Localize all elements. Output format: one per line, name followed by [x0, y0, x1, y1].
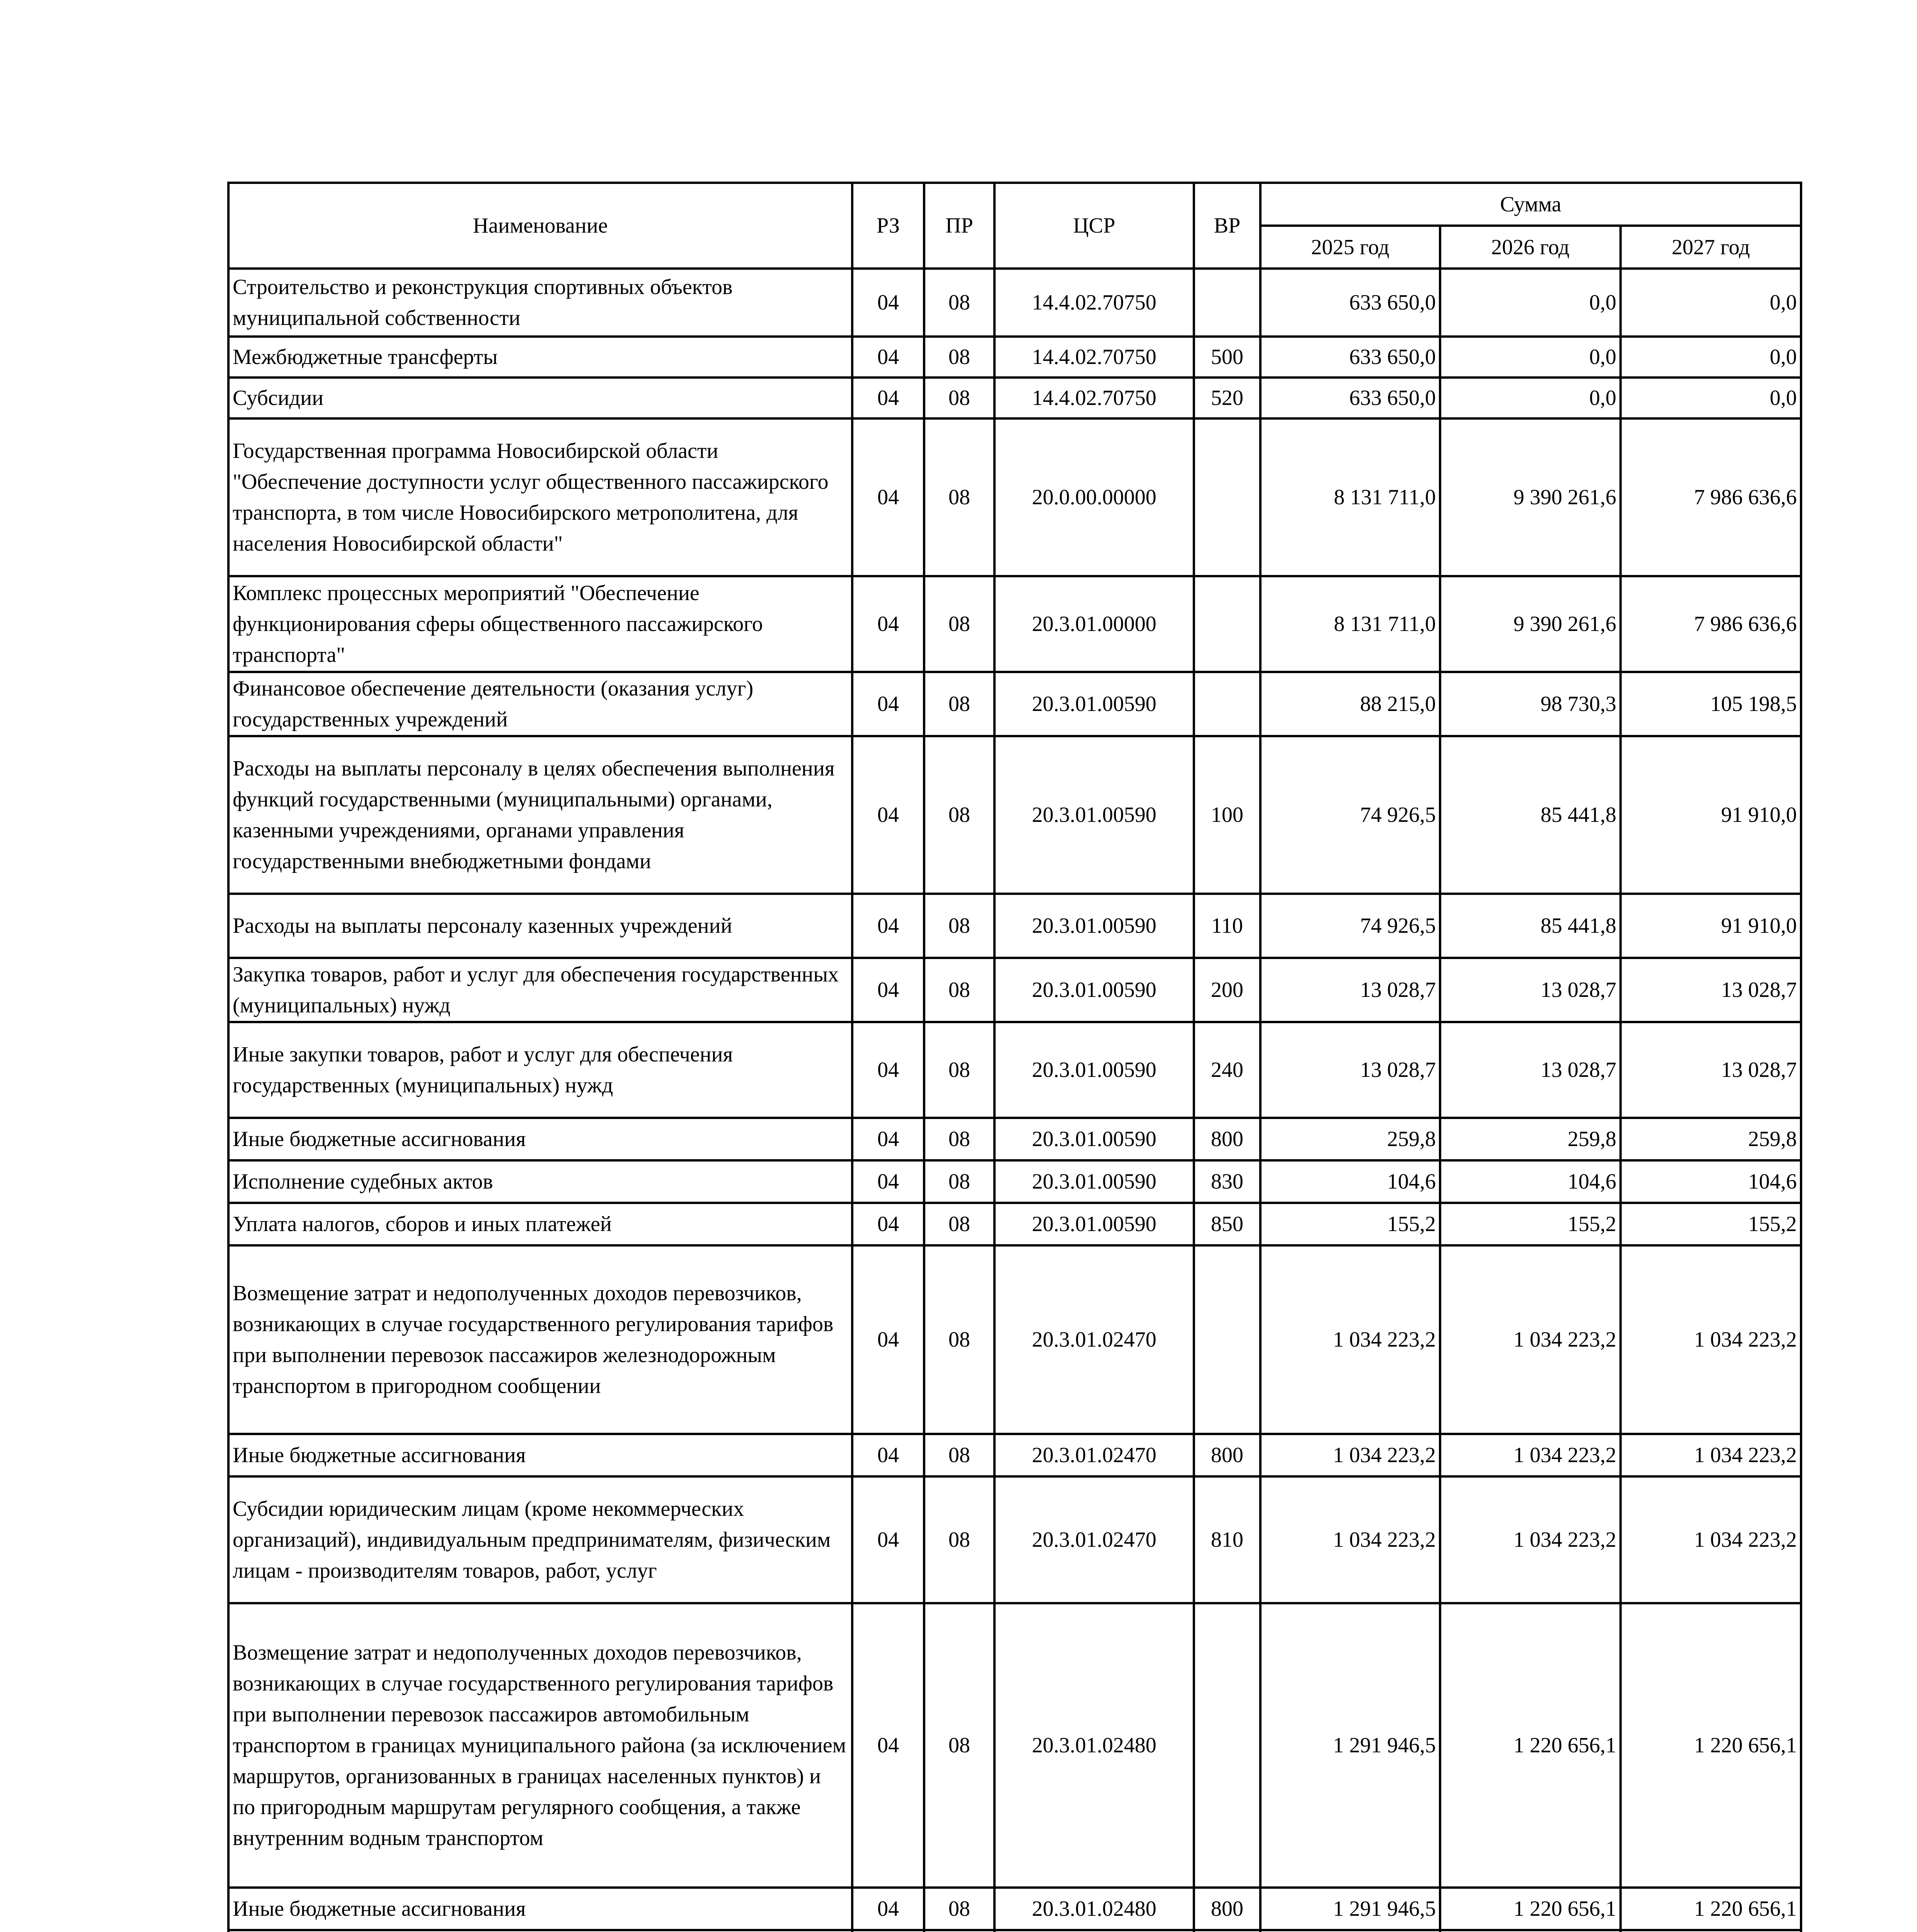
budget-table	[227, 182, 1802, 1932]
cell-sum-2026: 1 034 223,2	[1440, 1245, 1621, 1434]
cell-sum-2025: 1 291 946,5	[1260, 1603, 1440, 1888]
cell-rz: 04	[852, 672, 924, 736]
cell-name	[228, 1930, 852, 1932]
cell-name: Межбюджетные трансферты	[228, 337, 852, 378]
table-row	[228, 736, 1801, 894]
cell-sum-2027: 1 034 223,2	[1621, 1476, 1801, 1603]
cell-rz: 04	[852, 1434, 924, 1476]
cell-csr: 20.0.00.00000	[994, 418, 1194, 576]
cell-vr: 810	[1194, 1476, 1260, 1603]
table-row	[228, 958, 1801, 1022]
cell-pr: 08	[924, 269, 994, 337]
table-row	[228, 1930, 1801, 1932]
cell-pr: 08	[924, 1476, 994, 1603]
cell-vr: 850	[1194, 1203, 1260, 1245]
cell-sum-2026: 85 441,8	[1440, 894, 1621, 958]
cell-sum-2027: 13 028,7	[1621, 958, 1801, 1022]
table-row	[228, 1245, 1801, 1434]
cell-name: Возмещение затрат и недополученных доходов перевозчиков, возникающих в случае государственного регулирования тарифов при выполнении перевозок пассажиров железнодорожным транспортом в пригородном сообщении	[228, 1245, 852, 1434]
table-header	[228, 183, 1801, 269]
cell-sum-2025: 1 034 223,2	[1260, 1245, 1440, 1434]
cell-sum-2027: 13 028,7	[1621, 1022, 1801, 1118]
cell-pr: 08	[924, 1888, 994, 1930]
cell-pr: 08	[924, 672, 994, 736]
table-row	[228, 1603, 1801, 1888]
cell-sum-2027: 7 986 636,6	[1621, 418, 1801, 576]
cell-sum-2027	[1621, 1930, 1801, 1932]
cell-csr: 20.3.01.00590	[994, 1160, 1194, 1203]
table-row	[228, 1203, 1801, 1245]
cell-vr: 800	[1194, 1434, 1260, 1476]
cell-sum-2026: 9 390 261,6	[1440, 418, 1621, 576]
cell-sum-2026: 13 028,7	[1440, 958, 1621, 1022]
cell-sum-2027: 1 220 656,1	[1621, 1888, 1801, 1930]
cell-pr: 08	[924, 736, 994, 894]
cell-vr	[1194, 1930, 1260, 1932]
cell-vr	[1194, 269, 1260, 337]
table-row	[228, 1476, 1801, 1603]
cell-name: Возмещение затрат и недополученных доходов перевозчиков, возникающих в случае государственного регулирования тарифов при выполнении перевозок пассажиров автомобильным транспортом в границах муниципального района (за исключением маршрутов, организованных в границах населенных пунктов) и по пригородным маршрутам регулярного сообщения, а также внутренним водным транспортом	[228, 1603, 852, 1888]
cell-sum-2025: 259,8	[1260, 1118, 1440, 1160]
cell-name: Расходы на выплаты персоналу казенных учреждений	[228, 894, 852, 958]
cell-rz: 04	[852, 378, 924, 418]
cell-csr: 20.3.01.00590	[994, 1022, 1194, 1118]
cell-sum-2025: 633 650,0	[1260, 337, 1440, 378]
cell-vr: 100	[1194, 736, 1260, 894]
cell-rz: 04	[852, 1603, 924, 1888]
cell-csr: 20.3.01.00590	[994, 672, 1194, 736]
cell-sum-2026: 259,8	[1440, 1118, 1621, 1160]
cell-sum-2027: 91 910,0	[1621, 736, 1801, 894]
cell-vr	[1194, 1603, 1260, 1888]
cell-csr: 20.3.01.00590	[994, 1203, 1194, 1245]
cell-csr: 20.3.01.02480	[994, 1603, 1194, 1888]
cell-rz: 04	[852, 576, 924, 672]
table-row	[228, 337, 1801, 378]
cell-rz: 04	[852, 1203, 924, 1245]
cell-sum-2025: 74 926,5	[1260, 894, 1440, 958]
cell-rz: 04	[852, 1245, 924, 1434]
cell-vr: 240	[1194, 1022, 1260, 1118]
cell-sum-2025: 13 028,7	[1260, 1022, 1440, 1118]
cell-rz: 04	[852, 1160, 924, 1203]
cell-rz: 04	[852, 337, 924, 378]
cell-sum-2027: 0,0	[1621, 378, 1801, 418]
cell-name: Иные бюджетные ассигнования	[228, 1434, 852, 1476]
cell-pr: 08	[924, 1245, 994, 1434]
table-row	[228, 576, 1801, 672]
cell-sum-2026: 1 034 223,2	[1440, 1476, 1621, 1603]
cell-sum-2027: 1 220 656,1	[1621, 1603, 1801, 1888]
cell-sum-2025: 633 650,0	[1260, 378, 1440, 418]
cell-sum-2026: 0,0	[1440, 337, 1621, 378]
cell-vr: 500	[1194, 337, 1260, 378]
cell-sum-2025: 1 034 223,2	[1260, 1476, 1440, 1603]
cell-vr	[1194, 1245, 1260, 1434]
cell-sum-2027: 259,8	[1621, 1118, 1801, 1160]
table-row	[228, 1434, 1801, 1476]
cell-sum-2025: 8 131 711,0	[1260, 576, 1440, 672]
cell-sum-2026: 1 034 223,2	[1440, 1434, 1621, 1476]
cell-pr: 08	[924, 418, 994, 576]
cell-pr: 08	[924, 1022, 994, 1118]
cell-rz: 04	[852, 1118, 924, 1160]
cell-sum-2026: 0,0	[1440, 378, 1621, 418]
cell-sum-2025	[1260, 1930, 1440, 1932]
header-year-2027: 2027 год	[1621, 226, 1801, 269]
cell-vr: 800	[1194, 1888, 1260, 1930]
cell-sum-2026: 1 220 656,1	[1440, 1888, 1621, 1930]
cell-csr: 20.3.01.02470	[994, 1434, 1194, 1476]
cell-csr: 20.3.01.02470	[994, 1476, 1194, 1603]
cell-sum-2026: 85 441,8	[1440, 736, 1621, 894]
cell-name: Иные бюджетные ассигнования	[228, 1888, 852, 1930]
cell-name: Государственная программа Новосибирской области "Обеспечение доступности услуг общественного пассажирского транспорта, в том числе Новосибирского метрополитена, для населения Новосибирской области"	[228, 418, 852, 576]
cell-sum-2027: 1 034 223,2	[1621, 1245, 1801, 1434]
cell-name: Субсидии юридическим лицам (кроме некоммерческих организаций), индивидуальным предпринимателям, физическим лицам - производителям товаров, работ, услуг	[228, 1476, 852, 1603]
cell-sum-2026	[1440, 1930, 1621, 1932]
cell-vr	[1194, 576, 1260, 672]
cell-rz: 04	[852, 1476, 924, 1603]
cell-vr	[1194, 418, 1260, 576]
cell-pr: 08	[924, 1203, 994, 1245]
header-csr: ЦСР	[994, 183, 1194, 269]
cell-sum-2025: 13 028,7	[1260, 958, 1440, 1022]
cell-name: Субсидии	[228, 378, 852, 418]
cell-name: Иные закупки товаров, работ и услуг для обеспечения государственных (муниципальных) нужд	[228, 1022, 852, 1118]
cell-csr: 20.3.01.00000	[994, 576, 1194, 672]
cell-pr: 08	[924, 1434, 994, 1476]
cell-sum-2025: 88 215,0	[1260, 672, 1440, 736]
cell-rz	[852, 1930, 924, 1932]
cell-sum-2025: 74 926,5	[1260, 736, 1440, 894]
cell-sum-2025: 155,2	[1260, 1203, 1440, 1245]
cell-sum-2025: 1 034 223,2	[1260, 1434, 1440, 1476]
header-name: Наименование	[228, 183, 852, 269]
cell-vr: 520	[1194, 378, 1260, 418]
cell-sum-2025: 8 131 711,0	[1260, 418, 1440, 576]
cell-vr: 800	[1194, 1118, 1260, 1160]
cell-rz: 04	[852, 894, 924, 958]
cell-csr: 14.4.02.70750	[994, 269, 1194, 337]
cell-sum-2027: 155,2	[1621, 1203, 1801, 1245]
cell-sum-2027: 105 198,5	[1621, 672, 1801, 736]
cell-csr	[994, 1930, 1194, 1932]
table-row	[228, 378, 1801, 418]
cell-sum-2025: 104,6	[1260, 1160, 1440, 1203]
cell-pr: 08	[924, 576, 994, 672]
cell-rz: 04	[852, 418, 924, 576]
cell-sum-2026: 98 730,3	[1440, 672, 1621, 736]
cell-name: Финансовое обеспечение деятельности (оказания услуг) государственных учреждений	[228, 672, 852, 736]
header-rz: РЗ	[852, 183, 924, 269]
cell-pr: 08	[924, 378, 994, 418]
cell-csr: 14.4.02.70750	[994, 378, 1194, 418]
cell-sum-2026: 1 220 656,1	[1440, 1603, 1621, 1888]
cell-csr: 20.3.01.00590	[994, 1118, 1194, 1160]
cell-name: Иные бюджетные ассигнования	[228, 1118, 852, 1160]
table-row	[228, 1022, 1801, 1118]
cell-name: Закупка товаров, работ и услуг для обеспечения государственных (муниципальных) нужд	[228, 958, 852, 1022]
header-year-2025: 2025 год	[1260, 226, 1440, 269]
cell-sum-2026: 104,6	[1440, 1160, 1621, 1203]
header-pr: ПР	[924, 183, 994, 269]
header-sum: Сумма	[1260, 183, 1801, 226]
cell-csr: 20.3.01.00590	[994, 958, 1194, 1022]
cell-pr: 08	[924, 958, 994, 1022]
cell-sum-2026: 0,0	[1440, 269, 1621, 337]
cell-rz: 04	[852, 1022, 924, 1118]
table-row	[228, 1160, 1801, 1203]
table-row	[228, 269, 1801, 337]
cell-sum-2026: 9 390 261,6	[1440, 576, 1621, 672]
cell-sum-2027: 1 034 223,2	[1621, 1434, 1801, 1476]
cell-vr: 110	[1194, 894, 1260, 958]
cell-sum-2027: 0,0	[1621, 337, 1801, 378]
cell-pr: 08	[924, 1160, 994, 1203]
cell-vr: 200	[1194, 958, 1260, 1022]
cell-pr: 08	[924, 337, 994, 378]
cell-pr	[924, 1930, 994, 1932]
cell-rz: 04	[852, 958, 924, 1022]
cell-pr: 08	[924, 1603, 994, 1888]
cell-rz: 04	[852, 269, 924, 337]
table-row	[228, 418, 1801, 576]
table-row	[228, 1118, 1801, 1160]
table-row	[228, 1888, 1801, 1930]
header-year-2026: 2026 год	[1440, 226, 1621, 269]
cell-sum-2027: 91 910,0	[1621, 894, 1801, 958]
cell-csr: 14.4.02.70750	[994, 337, 1194, 378]
table-row	[228, 894, 1801, 958]
cell-vr: 830	[1194, 1160, 1260, 1203]
cell-sum-2025: 633 650,0	[1260, 269, 1440, 337]
cell-sum-2026: 13 028,7	[1440, 1022, 1621, 1118]
table-row	[228, 672, 1801, 736]
cell-sum-2025: 1 291 946,5	[1260, 1888, 1440, 1930]
header-vr: ВР	[1194, 183, 1260, 269]
cell-sum-2026: 155,2	[1440, 1203, 1621, 1245]
cell-rz: 04	[852, 1888, 924, 1930]
cell-name: Уплата налогов, сборов и иных платежей	[228, 1203, 852, 1245]
cell-csr: 20.3.01.00590	[994, 894, 1194, 958]
cell-sum-2027: 0,0	[1621, 269, 1801, 337]
cell-sum-2027: 7 986 636,6	[1621, 576, 1801, 672]
cell-pr: 08	[924, 1118, 994, 1160]
cell-csr: 20.3.01.00590	[994, 736, 1194, 894]
cell-pr: 08	[924, 894, 994, 958]
cell-sum-2027: 104,6	[1621, 1160, 1801, 1203]
table-body	[228, 269, 1801, 1932]
cell-name: Строительство и реконструкция спортивных объектов муниципальной собственности	[228, 269, 852, 337]
cell-csr: 20.3.01.02470	[994, 1245, 1194, 1434]
cell-name: Расходы на выплаты персоналу в целях обеспечения выполнения функций государственными (муниципальными) органами, казенными учреждениями, органами управления государственными внебюджетными фондами	[228, 736, 852, 894]
cell-csr: 20.3.01.02480	[994, 1888, 1194, 1930]
cell-name: Комплекс процессных мероприятий "Обеспечение функционирования сферы общественного пассажирского транспорта"	[228, 576, 852, 672]
cell-vr	[1194, 672, 1260, 736]
cell-rz: 04	[852, 736, 924, 894]
cell-name: Исполнение судебных актов	[228, 1160, 852, 1203]
